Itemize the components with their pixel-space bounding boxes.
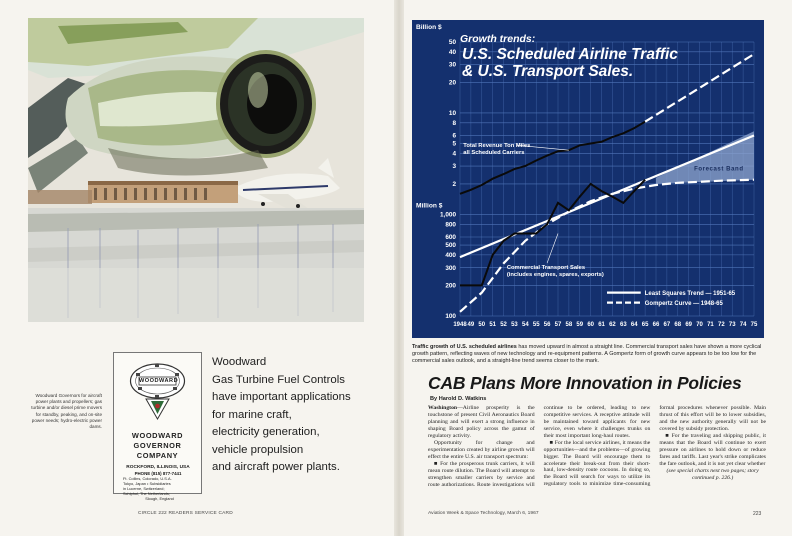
page-number: 223 (753, 511, 762, 517)
x-tick-label: 63 (619, 322, 627, 328)
x-tick-label: 50 (478, 322, 486, 328)
ad-line: have important applications (212, 391, 351, 403)
chart-caption (412, 344, 764, 365)
x-tick-label: 52 (500, 322, 507, 328)
x-tick-label: 57 (554, 322, 562, 328)
chart-caption-lead: Traffic growth of U.S. scheduled airlines (412, 344, 517, 350)
office-line: in Lucerne, Switzerland; (123, 486, 165, 491)
traffic-series-label: all Scheduled Carriers (463, 150, 525, 157)
ad-line: Gas Turbine Fuel Controls (212, 373, 345, 386)
y-tick-label: 10 (448, 110, 456, 118)
ad-line: for marine craft, (212, 408, 292, 421)
jet-engine-illustration (28, 18, 364, 322)
x-tick-label: 1948 (453, 322, 467, 328)
x-tick-label: 62 (609, 322, 616, 328)
y-tick-label: 500 (445, 242, 456, 250)
x-tick-label: 58 (565, 322, 573, 328)
ad-line: vehicle propulsion (212, 443, 304, 456)
chart-canvas (412, 20, 764, 338)
sales-series-label: (includes engines, spares, exports) (506, 272, 604, 279)
traffic-series-label: Total Revenue Ton Miles (463, 143, 531, 150)
article-headline: CAB Plans More Innovation in Policies (428, 373, 742, 393)
series-traffic-line (460, 122, 645, 194)
magazine-footer: Aviation Week & Space Technology, March 6, 1967 (428, 511, 539, 516)
x-tick-label: 54 (521, 322, 529, 328)
x-tick-label: 61 (598, 322, 605, 328)
y-tick-label: 8 (452, 119, 456, 127)
logo-city: ROCKFORD, ILLINOIS, USA (126, 465, 190, 470)
x-tick-label: 56 (543, 322, 551, 328)
x-tick-label: 75 (750, 322, 758, 328)
x-tick-label: 53 (511, 322, 518, 328)
article-paragraph (428, 405, 535, 440)
legend-label: Least Squares Trend — 1951-65 (644, 290, 736, 297)
logo-ring-text: WOODWARD (139, 377, 179, 384)
x-tick-label: 70 (696, 322, 703, 328)
forecast-band-label: Forecast Band (694, 166, 744, 173)
x-tick-label: 68 (674, 322, 682, 328)
ad-copy (212, 354, 372, 477)
article-paragraph: ■ For the traveling and shipping public, it means that the Board will continue to exert pressure on airlines to hold down or reduce fares and tariffs. Last year's strike complicates the fare outlook, and it is not yet clear whether (659, 432, 766, 467)
page-gutter (394, 0, 404, 536)
illustration-artwork (28, 18, 364, 322)
paragraph-text: —Airline prosperity is the touchstone of present Civil Aeronautics Board planning and will exert a strong influence in shaping Board policy across the gamut of regulatory activity. (428, 405, 535, 439)
y-tick-label: 400 (445, 252, 456, 260)
forecast-band (656, 131, 754, 184)
x-tick-label: 55 (532, 322, 540, 328)
article-paragraph: Opportunity for change and experimentation created by airline growth will effect the entire U.S. air transport spectrum: (428, 439, 535, 460)
y-tick-label: 600 (445, 234, 456, 242)
logo-phone: PHONE (815) 877-7441 (134, 471, 182, 476)
article-paragraph: ■ For the prosperous trunk carriers, it will mean route dilution. The Board will attempt to strengthen smaller carriers by service and route authorizations. Route investigations will continue to be ordered, leading to new competitive services. A receptive attitude will be maintained toward applicants for new service, even where it challenges trunks on their most important long-haul routes. (428, 405, 651, 488)
ad-line: electricity generation, (212, 426, 320, 438)
chart-title-line3: & U.S. Transport Sales. (462, 63, 634, 80)
legend-label: Gompertz Curve — 1948-65 (644, 300, 723, 307)
y-tick-label: 30 (448, 61, 456, 69)
x-tick-label: 60 (587, 322, 595, 328)
x-tick-label: 49 (467, 322, 475, 328)
y-unit-million: Million $ (416, 202, 443, 210)
logo-name-line2: GOVERNOR (133, 441, 182, 450)
woodward-logo-card (113, 352, 202, 501)
y-tick-label: 200 (445, 282, 456, 290)
x-tick-label: 73 (728, 322, 736, 328)
continued-note: (see special charts next two pages; story continued p. 226.) (666, 467, 759, 481)
y-tick-label: 2 (452, 181, 456, 189)
article-byline: By Harold D. Watkins (430, 396, 487, 402)
y-unit-billion: Billion $ (416, 24, 442, 31)
article-body (428, 405, 766, 503)
logo-name-line1: WOODWARD (131, 431, 184, 440)
logo-address (120, 465, 196, 501)
chart-title-line1: Growth trends: (460, 33, 536, 45)
x-tick-label: 66 (652, 322, 660, 328)
x-tick-label: 67 (663, 322, 671, 328)
woodward-emblem (124, 359, 191, 423)
y-tick-label: 300 (445, 264, 456, 272)
ad-line: and aircraft power plants. (212, 461, 340, 473)
y-tick-label: 5 (452, 140, 456, 148)
x-tick-label: 64 (630, 322, 638, 328)
ad-line: Woodward (212, 356, 267, 368)
x-tick-label: 71 (707, 322, 714, 328)
sales-label-leader (547, 233, 558, 263)
y-tick-label: 40 (448, 49, 456, 57)
x-tick-label: 65 (641, 322, 649, 328)
sales-series-label: Commercial Transport Sales (506, 265, 586, 272)
logo-name-line3: COMPANY (136, 451, 179, 460)
y-tick-label: 4 (452, 150, 456, 158)
ad-side-caption: Woodward Governors for aircraft power plants and propellers; gas turbine and/or diesel prime movers for standby, peaking, and on-site power needs; hydro-electric power dams. (31, 393, 102, 430)
office-line: Slough, England (145, 495, 174, 501)
x-tick-label: 69 (685, 322, 693, 328)
y-tick-label: 800 (445, 221, 456, 229)
logo-company-name (121, 423, 194, 468)
y-tick-label: 1,000 (440, 211, 456, 219)
logo-offices (120, 477, 196, 501)
y-tick-label: 50 (448, 39, 456, 47)
reader-service-footer: CIRCLE 222 READERS SERVICE CARD (138, 511, 233, 516)
y-tick-label: 20 (448, 79, 456, 87)
dateline: Washington (428, 405, 458, 411)
y-tick-label: 3 (452, 163, 456, 171)
x-tick-label: 59 (576, 322, 584, 328)
growth-trends-chart (412, 20, 764, 338)
chart-caption-body: has moved upward in almost a straight line. Commercial transport sales have shown a more cyclical growth pattern, reflecting waves of new technology and re-equipment patterns. A Gompertz form of growth curve appears to be too low for the commercial sales outlook, and a straight-line trend seems closer to the mark. (412, 344, 762, 364)
office-line: Schiphol, The Netherlands; (123, 490, 170, 496)
x-tick-label: 51 (489, 322, 497, 328)
chart-title-line2: U.S. Scheduled Airline Traffic (462, 46, 678, 63)
x-tick-label: 74 (739, 322, 747, 328)
office-line: Tokyo, Japan • Subsidiaries (123, 481, 171, 487)
y-tick-label: 100 (445, 313, 456, 321)
article-paragraph: ■ For the local service airlines, it means the opportunities—and the problems—of growing bigger. The Board will encourage them to accelerate their break-out from their short-haul, low-density route cocoons. In doing so, the Board will search for ways to utilize its regulatory tools to minimize time-consuming formal procedures whenever possible. Main thrust of this effort will be to lower subsidies, and the new authority generally will not be covered by subsidy protection. (543, 405, 766, 488)
x-tick-label: 72 (717, 322, 725, 328)
y-tick-label: 6 (452, 132, 456, 140)
office-line: Ft. Collins, Colorado, U.S.A. (123, 476, 172, 482)
